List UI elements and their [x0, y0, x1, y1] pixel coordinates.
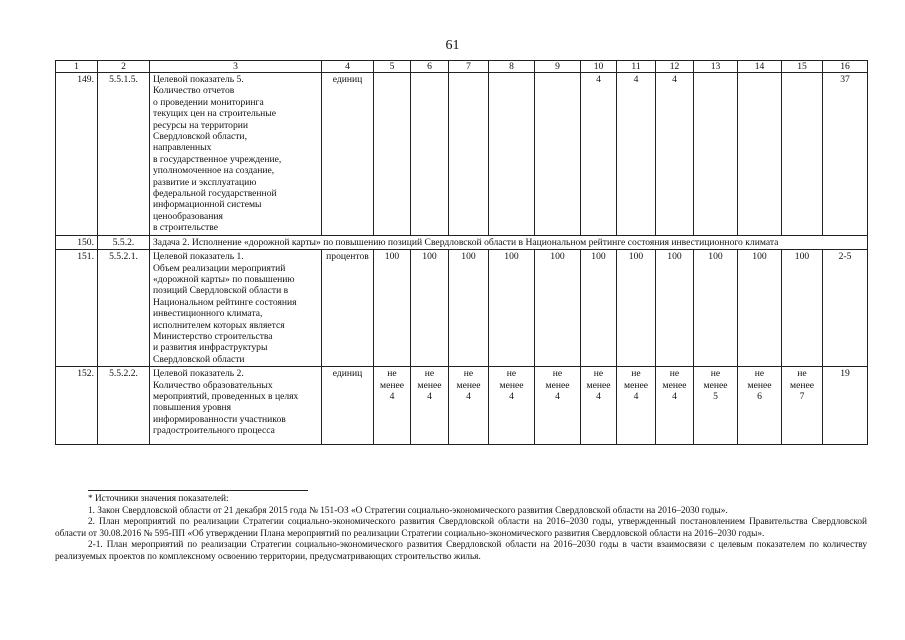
indicator-line: Целевой показатель 2. — [153, 368, 244, 380]
value-cell — [489, 73, 535, 236]
indicator-line: Свердловской области, — [153, 131, 247, 143]
value-line: 7 — [799, 390, 805, 402]
value-cell: 100 — [782, 250, 823, 367]
header-cell: 9 — [535, 61, 581, 73]
value-cell — [581, 367, 617, 445]
value-cell — [617, 367, 656, 445]
header-cell: 4 — [322, 61, 374, 73]
value-line: 4 — [466, 390, 471, 402]
value-line: менее — [499, 379, 524, 391]
indicator-line: «дорожной карты» по повышению — [153, 273, 295, 285]
table-row — [56, 250, 868, 367]
row-number: 152. — [56, 367, 98, 445]
value-cell: 100 — [449, 250, 489, 367]
header-cell: 5 — [374, 61, 411, 73]
indicator-description — [150, 250, 322, 367]
value-cell: 4 — [617, 73, 656, 236]
indicator-line: Свердловской области — [153, 353, 245, 365]
indicator-line: повышения уровня — [153, 402, 232, 414]
indicator-description — [150, 73, 322, 236]
value-cell: 100 — [411, 250, 449, 367]
value-line: не — [797, 368, 807, 380]
source-cell: 37 — [823, 73, 868, 236]
indicator-line: о проведении мониторинга — [153, 96, 264, 108]
header-cell: 6 — [411, 61, 449, 73]
indicator-line: ресурсы на территории — [153, 119, 249, 131]
row-code: 5.5.2.2. — [98, 367, 150, 445]
value-line: 4 — [389, 390, 395, 402]
footnotes — [55, 490, 867, 564]
indicator-line: Количество отчетов — [153, 85, 235, 97]
header-cell: 12 — [656, 61, 694, 73]
value-cell — [449, 73, 489, 236]
footnote-rule — [88, 490, 308, 491]
value-line: менее — [545, 379, 570, 391]
value-line: менее — [747, 379, 772, 391]
header-cell: 3 — [150, 61, 322, 73]
value-line: менее — [380, 379, 404, 391]
row-number: 149. — [56, 73, 98, 236]
value-cell — [782, 73, 823, 236]
value-line: не — [631, 368, 641, 380]
header-cell: 8 — [489, 61, 535, 73]
value-cell — [782, 367, 823, 445]
unit-cell: процентов — [322, 250, 374, 367]
indicator-line: Целевой показатель 5. — [153, 74, 244, 85]
indicator-line: федеральной государственной — [153, 188, 277, 200]
indicator-line: уполномоченное на создание, — [153, 165, 275, 177]
value-cell — [694, 367, 738, 445]
value-line: менее — [703, 379, 728, 391]
value-cell — [738, 367, 782, 445]
indicator-line: направленных — [153, 142, 212, 154]
row-number: 151. — [56, 250, 98, 367]
value-line: 6 — [757, 390, 762, 402]
indicator-line: Национальном рейтинге состояния — [153, 296, 297, 308]
table-body — [56, 61, 868, 445]
value-cell: 100 — [694, 250, 738, 367]
value-cell — [656, 367, 694, 445]
value-cell: 100 — [738, 250, 782, 367]
value-line: менее — [662, 379, 687, 391]
value-cell — [738, 73, 782, 236]
value-line: менее — [790, 379, 814, 391]
header-cell: 2 — [98, 61, 150, 73]
value-line: не — [552, 368, 563, 380]
indicator-line: информированности участников — [153, 413, 286, 425]
value-cell: 4 — [656, 73, 694, 236]
value-line: 4 — [555, 390, 560, 402]
indicators-table — [55, 60, 868, 445]
indicator-description — [150, 367, 322, 445]
value-cell: 100 — [617, 250, 656, 367]
value-line: 4 — [633, 390, 639, 402]
value-cell — [535, 73, 581, 236]
value-cell: 100 — [374, 250, 411, 367]
value-line: 4 — [596, 390, 601, 402]
value-line: менее — [586, 379, 611, 391]
value-cell: 100 — [581, 250, 617, 367]
source-cell: 19 — [823, 367, 868, 445]
header-cell: 13 — [694, 61, 738, 73]
value-line: 4 — [672, 390, 677, 402]
value-line: не — [593, 368, 604, 380]
indicator-line: Целевой показатель 1. — [153, 251, 244, 263]
indicator-line: текущих цен на строительные — [153, 108, 276, 120]
indicator-line: исполнителем которых является — [153, 319, 285, 331]
value-line: менее — [624, 379, 648, 391]
value-line: 4 — [509, 390, 514, 402]
value-line: 5 — [713, 390, 718, 402]
header-cell: 10 — [581, 61, 617, 73]
value-line: менее — [456, 379, 481, 391]
value-line: не — [424, 368, 435, 380]
value-line: не — [463, 368, 474, 380]
value-cell — [411, 73, 449, 236]
indicator-line: мероприятий, проведенных в целях — [153, 390, 299, 402]
indicator-line: ценообразования — [153, 210, 223, 222]
value-cell: 100 — [489, 250, 535, 367]
row-number: 150. — [56, 235, 98, 249]
row-code: 5.5.2. — [98, 235, 150, 249]
indicator-line: развитие и эксплуатацию — [153, 176, 257, 188]
source-cell: 2-5 — [823, 250, 868, 367]
indicator-line: информационной системы — [153, 199, 262, 211]
header-cell: 7 — [449, 61, 489, 73]
indicator-line: Количество образовательных — [153, 379, 273, 391]
value-cell: 4 — [581, 73, 617, 236]
indicator-line: в государственное учреждение, — [153, 153, 282, 165]
task-row — [56, 235, 868, 249]
table-row — [56, 73, 868, 236]
row-code: 5.5.1.5. — [98, 73, 150, 236]
header-cell: 11 — [617, 61, 656, 73]
indicator-line: Объем реализации мероприятий — [153, 262, 286, 274]
task-description: Задача 2. Исполнение «дорожной карты» по повышению позиций Свердловской области в Национальном рейтинге состояния инвестиционного климата — [150, 235, 868, 249]
header-cell: 14 — [738, 61, 782, 73]
value-cell — [411, 367, 449, 445]
value-line: менее — [417, 379, 442, 391]
unit-cell: единиц — [322, 73, 374, 236]
value-cell — [374, 73, 411, 236]
header-cell: 15 — [782, 61, 823, 73]
value-cell — [449, 367, 489, 445]
value-cell — [489, 367, 535, 445]
indicator-line: градостроительного процесса — [153, 425, 275, 437]
header-row — [56, 61, 868, 73]
header-cell: 16 — [823, 61, 868, 73]
header-cell: 1 — [56, 61, 98, 73]
value-cell — [374, 367, 411, 445]
indicator-line: и развития инфраструктуры — [153, 342, 268, 354]
value-line: не — [710, 368, 721, 380]
value-line: не — [387, 368, 397, 380]
footnote-item: 2. План мероприятий по реализации Стратегии социально-экономического развития Свердловской области на 2016–2030 годы, утвержденный постановлением Правительства Свердловской области от 30.08.2016 № 595-ПП «Об утверждении Плана мероприятий по реализации Стратегии социально-экономического развития Свердловской области на 2016–2030 годы». — [55, 517, 867, 539]
row-code: 5.5.2.1. — [98, 250, 150, 367]
value-cell: 100 — [656, 250, 694, 367]
value-cell — [694, 73, 738, 236]
value-cell — [535, 367, 581, 445]
footnote-title: * Источники значения показателей: — [88, 494, 229, 504]
footnote-item: 1. Закон Свердловской области от 21 декабря 2015 года № 151-ОЗ «О Стратегии социально-экономического развития Свердловской области на 2016–2030 годы». — [88, 505, 728, 516]
value-line: не — [669, 368, 680, 380]
unit-cell: единиц — [322, 367, 374, 445]
value-cell: 100 — [535, 250, 581, 367]
indicator-line: позиций Свердловской области в — [153, 285, 289, 297]
footnote-item: 2-1. План мероприятий по реализации Стратегии социально-экономического развития Свердловской области на 2016–2030 годы в части взаимосвязи с целевым показателем по количеству реализуемых проектов по комплексному освоению территории, предусматривающих строительство жилья. — [55, 540, 867, 562]
value-line: не — [754, 368, 765, 380]
indicator-line: в строительстве — [153, 222, 219, 234]
value-line: 4 — [427, 390, 432, 402]
indicator-line: Министерство строительства — [153, 330, 273, 342]
value-line: не — [506, 368, 517, 380]
indicator-line: инвестиционного климата, — [153, 308, 263, 320]
page-number: 61 — [445, 38, 460, 53]
table-row — [56, 367, 868, 445]
